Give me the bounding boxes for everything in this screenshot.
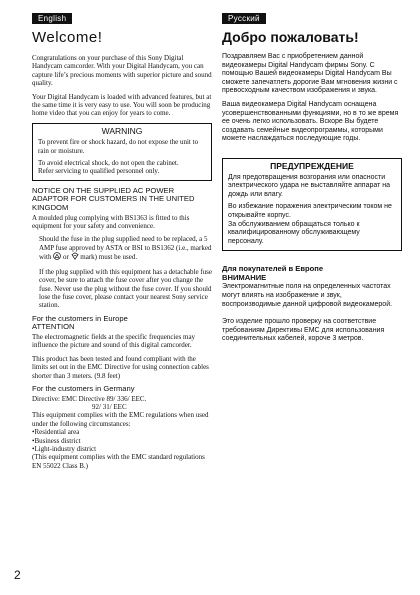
uk-notice-fuse-paragraph: Should the fuse in the plug supplied need to be replaced, a 5 AMP fuse approved by ASTA or BSI to BS1362 (i.e., marked with or mark) must be used. [39,235,212,262]
germany-heading: For the customers in Germany [32,383,135,393]
intro-paragraph: Ваша видеокамера Digital Handycam оснащена усовершенствованными функциями, но в то же время ее очень легко использовать. Вскоре Вы будете создавать семейные видеопрограммы, которыми можете наслаждаться последующие годы. [222,100,399,143]
europe-paragraph: This product has been tested and found compliant with the limits set out in the EMC Directive for using connection cables shorter than 3 meters. (9.8 feet) [32,354,209,380]
uk-notice-fuse-cover-paragraph: If the plug supplied with this equipment has a detachable fuse cover, be sure to attach the fuse cover after you change the fuse. Never use the plug without the fuse cover. If you should lose the fuse cover, please contact your nearest Sony service station. [39,267,213,310]
europe-paragraph: Электромагнитные поля на определенных частотах могут влиять на изображение и звук, воспроизводимые данной цифровой видеокамерой. [222,283,393,308]
intro-english [32,54,212,118]
language-tab-english: English [32,13,72,24]
warning-line: To prevent fire or shock hazard, do not expose the unit to rain or moisture. [38,138,199,155]
uk-notice-heading: NOTICE ON THE SUPPLIED AC POWER ADAPTOR FOR CUSTOMERS IN THE UNITED KINGDOM [32,185,195,213]
warning-line: Во избежание поражения электрическим током не открывайте корпус. За обслуживанием обращаться только к квалифицированному обслуживающему персоналу. [228,203,392,245]
language-tab-russian: Русский [222,13,266,24]
warning-box-english [32,123,212,181]
germany-circumstances-list [32,428,212,453]
list-item: • Light-industry district [32,445,212,453]
russian-column [222,8,402,349]
warning-title: ПРЕДУПРЕЖДЕНИЕ [270,160,354,171]
warning-title: WARNING [101,125,143,136]
europe-paragraph: Это изделие прошло проверку на соответствие требованиям Директивы EMC для использования соединительных кабелей, короче 3 метров. [222,318,385,343]
bsi-kitemark-icon [71,252,79,262]
europe-heading-english: For the customers in Europe ATTENTION [32,313,128,332]
list-item: • Business district [32,437,212,445]
europe-paragraph: The electromagnetic fields at the specific frequencies may influence the picture and sound of this digital camcorder. [32,332,196,350]
page-number: 2 [14,568,21,582]
germany-footer: (This equipment complies with the EMC standard regulations EN 55022 Class B.) [32,453,205,470]
page-title-english: Welcome! [32,29,103,46]
germany-body: This equipment complies with the EMC regulations when used under the following circumstances: [32,411,209,428]
intro-russian [222,53,402,144]
page-title-russian: Добро пожаловать! [222,29,359,45]
warning-line: Refer servicing to qualified personnel only. [38,167,160,176]
list-item: • Residential area [32,428,212,436]
warning-line: To avoid electrical shock, do not open the cabinet. [38,159,179,168]
warning-box-russian [222,158,402,251]
intro-paragraph: Congratulations on your purchase of this Sony Digital Handycam camcorder. With your Digital Handycam, you can capture life’s precious moments with superior picture and sound quality. [32,54,212,88]
warning-line: Для предотвращения возгорания или опасности электрического удара не выставляйте аппарат на дождь или влагу. [228,173,391,198]
europe-heading-russian: Для покупателей в Европе ВНИМАНИЕ [222,264,324,282]
english-column [32,8,212,475]
intro-paragraph: Поздравляем Вас с приобретением данной видеокамеры Digital Handycam фирмы Sony. С помощью Вашей видеокамеры Digital Handycam Вы сможете запечатлеть дорогие Вам мгновения жизни с превосходным качеством изображения и звука. [222,53,398,95]
intro-paragraph: Your Digital Handycam is loaded with advanced features, but at the same time it is very easy to use. You will soon be producing home video that you can enjoy for years to come. [32,92,212,118]
germany-directive: Directive: EMC Directive 89/ 336/ EEC. 92/ 31/ EEC [32,394,147,411]
uk-notice-body: A moulded plug complying with BS1363 is fitted to this equipment for your safety and convenience. [32,213,190,231]
asta-mark-icon [53,252,61,262]
